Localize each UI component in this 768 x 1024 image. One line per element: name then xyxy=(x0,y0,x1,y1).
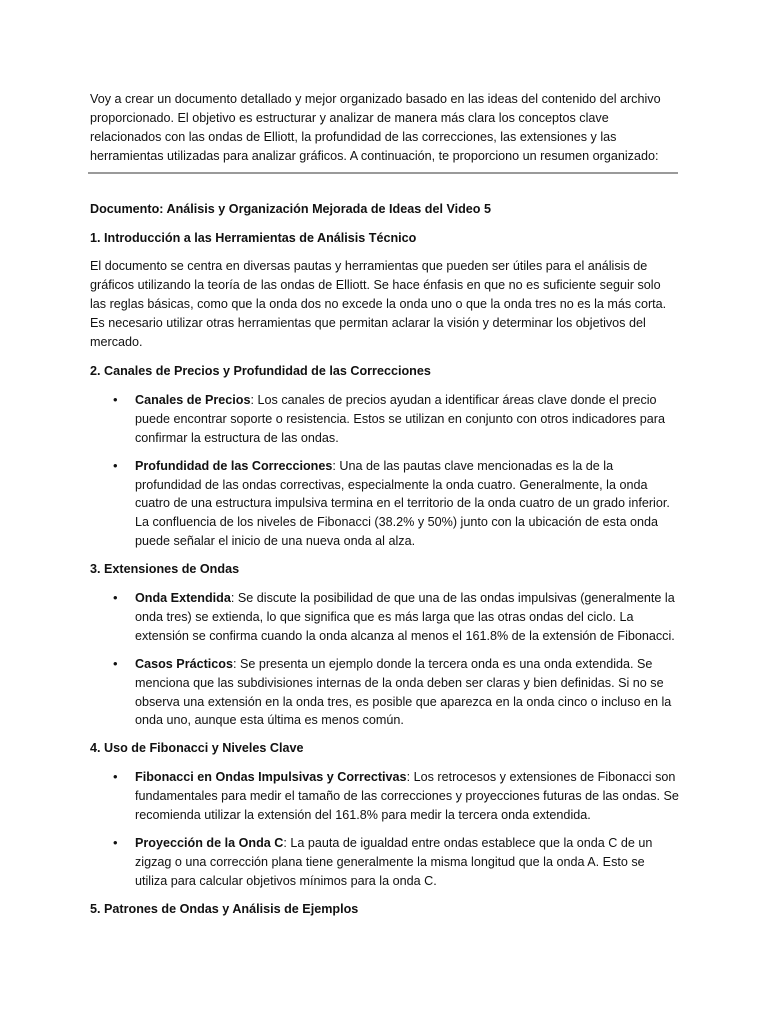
bullet-term: Proyección de la Onda C xyxy=(135,836,284,850)
bullet-icon: • xyxy=(113,590,118,606)
bullet-term: Fibonacci en Ondas Impulsivas y Correctivas xyxy=(135,770,407,785)
bullet-text: : Se discute la posibilidad de que una de las ondas impulsivas (generalmente la onda tres) se extienda, lo que significa que es más larga que las otras ondas del ciclo. La extensión se confirma cuando la onda alcanza al menos el 161.8% de la extensión de Fibonacci. xyxy=(135,591,675,643)
section-heading-1: 1. Introducción a las Herramientas de Análisis Técnico xyxy=(90,230,417,245)
intro-paragraph: Voy a crear un documento detallado y mejor organizado basado en las ideas del contenido del archivo proporcionado. El objetivo es estructurar y analizar de manera más clara los conceptos clave relacionados con las ondas de Elliott, la profundidad de las correcciones, las extensiones y las herramientas utilizadas para analizar gráficos. A continuación, te proporciono un resumen organizado: xyxy=(90,92,661,163)
bullet-term: Onda Extendida xyxy=(135,591,231,606)
bullet-text: : Una de las pautas clave mencionadas es la de la profundidad de las ondas correctivas, especialmente la onda cuatro. Generalmente, la onda cuatro de una estructura impulsiva termina en el territorio de la onda cuatro de un grado inferior. La confluencia de los niveles de Fibonacci (38.2% y 50%) junto con la ubicación de esta onda puede señalar el inicio de una nueva onda al alza. xyxy=(135,458,670,549)
bullet-icon: • xyxy=(113,391,118,407)
list-item xyxy=(90,768,680,825)
bullet-list-2 xyxy=(90,391,680,551)
bullet-icon: • xyxy=(113,769,118,785)
bullet-list-4 xyxy=(90,768,680,890)
section-paragraph-1: El documento se centra en diversas pautas y herramientas que pueden ser útiles para el análisis de gráficos utilizando la teoría de las ondas de Elliott. Se hace énfasis en que no es suficiente seguir solo las reglas básicas, como que la onda dos no excede la onda uno o que la onda tres no es la más corta. Es necesario utilizar otras herramientas que permitan aclarar la visión y determinar los objetivos del mercado. xyxy=(90,259,667,350)
bullet-term: Casos Prácticos xyxy=(135,656,234,671)
bullet-icon: • xyxy=(113,655,118,671)
list-item xyxy=(90,391,680,448)
list-item xyxy=(90,589,680,646)
bullet-icon: • xyxy=(113,457,118,473)
bullet-text: : Los canales de precios ayudan a identificar áreas clave donde el precio puede encontrar soporte o resistencia. Estos se utilizan en conjunto con otros indicadores para confirmar la estructura de las ondas. xyxy=(135,392,665,445)
section-heading-5: 5. Patrones de Ondas y Análisis de Ejemplos xyxy=(90,901,359,916)
list-item xyxy=(90,457,680,552)
section-heading-4: 4. Uso de Fibonacci y Niveles Clave xyxy=(90,741,304,756)
bullet-term: Profundidad de las Correcciones xyxy=(135,458,333,473)
bullet-text: : La pauta de igualdad entre ondas establece que la onda C de un zigzag o una corrección plana tiene generalmente la misma longitud que la onda A. Esto se utiliza para calcular objetivos mínimos para la onda C. xyxy=(135,836,653,888)
horizontal-divider xyxy=(88,172,678,174)
list-item xyxy=(90,834,680,891)
bullet-term: Canales de Precios xyxy=(135,392,251,407)
bullet-icon: • xyxy=(113,835,118,850)
bullet-list-3 xyxy=(90,589,680,730)
section-heading-2: 2. Canales de Precios y Profundidad de las Correcciones xyxy=(90,363,431,378)
document-title: Documento: Análisis y Organización Mejorada de Ideas del Video 5 xyxy=(90,201,492,216)
bullet-text: : Se presenta un ejemplo donde la tercera onda es una onda extendida. Se menciona que las subdivisiones internas de la onda deben ser claras y bien definidas. Si no se observa una extensión en la onda tres, es posible que aparezca en la onda cinco o incluso en la onda uno, aunque esta última es menos común. xyxy=(135,656,672,728)
list-item xyxy=(90,655,680,731)
section-heading-3: 3. Extensiones de Ondas xyxy=(90,562,240,577)
bullet-text: : Los retrocesos y extensiones de Fibonacci son fundamentales para medir el tamaño de las correcciones y proyecciones futuras de las ondas. Se recomienda utilizar la extensión del 161.8% para medir la tercera onda extendida. xyxy=(135,770,679,823)
document-page xyxy=(90,90,680,929)
